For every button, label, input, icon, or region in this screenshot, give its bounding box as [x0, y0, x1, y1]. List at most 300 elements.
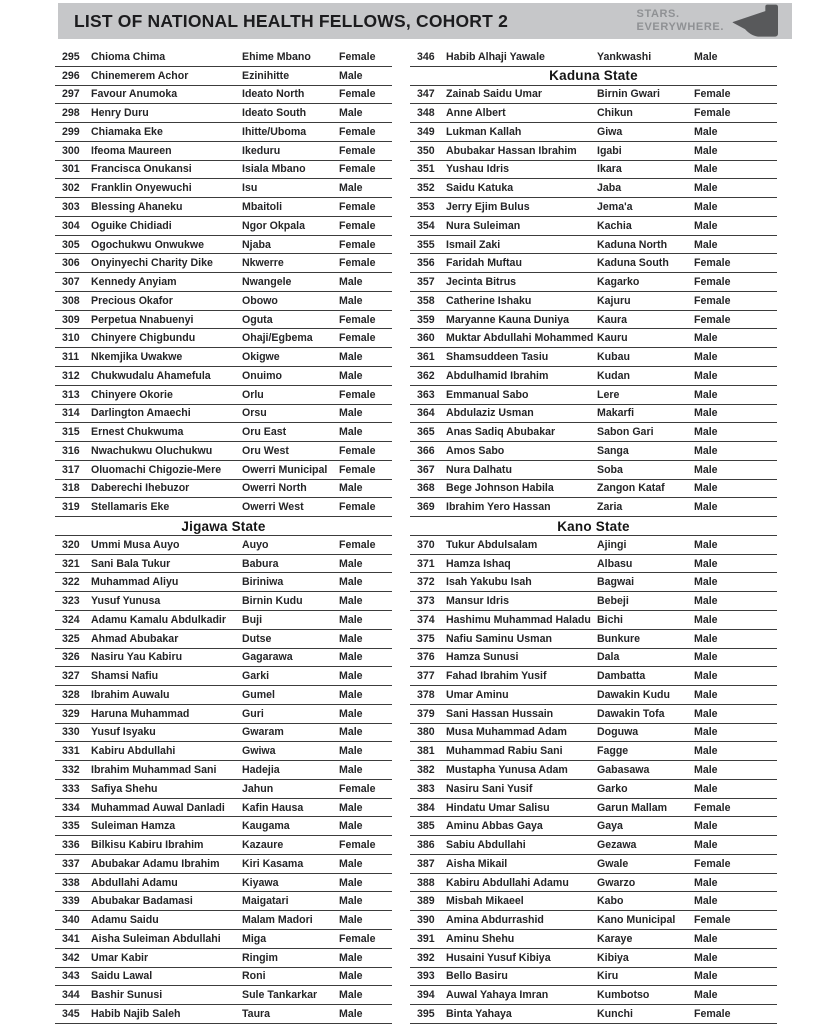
fellow-gender: Male	[694, 201, 718, 213]
fellow-lga: Gabasawa	[597, 763, 650, 776]
row-number: 354	[417, 219, 435, 232]
fellow-name: Habib Alhaji Yawale	[446, 50, 545, 63]
fellow-row	[55, 742, 392, 761]
fellow-lga: Gezawa	[597, 839, 637, 852]
fellow-lga: Giwa	[597, 125, 623, 138]
state-section-header	[410, 67, 777, 86]
fellow-gender: Male	[339, 595, 363, 608]
fellow-row	[55, 48, 392, 67]
fellow-gender: Female	[694, 801, 731, 814]
fellow-gender: Male	[694, 351, 718, 364]
fellow-gender: Female	[339, 463, 376, 476]
fellow-gender: Male	[694, 369, 718, 382]
fellow-row	[55, 329, 392, 348]
fellow-row	[55, 874, 392, 893]
fellow-lga: Zaria	[597, 501, 623, 514]
fellow-lga: Kagarko	[597, 276, 640, 289]
row-number: 322	[62, 576, 80, 589]
row-number: 338	[62, 876, 80, 889]
fellow-name: Shamsi Nafiu	[91, 670, 159, 683]
row-number: 370	[417, 538, 435, 551]
fellow-name: Yusuf Yunusa	[91, 595, 161, 608]
fellow-lga: Miga	[242, 932, 267, 945]
fellow-gender: Female	[339, 332, 376, 345]
row-number: 327	[62, 670, 80, 683]
row-number: 372	[417, 576, 435, 589]
fellow-lga: Dambatta	[597, 670, 646, 683]
fellow-row	[410, 630, 777, 649]
row-number: 349	[417, 125, 435, 138]
row-number: 353	[417, 201, 435, 213]
fellow-row	[55, 498, 392, 517]
row-number: 376	[417, 651, 435, 664]
fellow-name: Jerry Ejim Bulus	[446, 201, 530, 213]
fellow-gender: Male	[694, 557, 718, 570]
fellow-lga: Kauru	[597, 332, 628, 345]
fellow-row	[410, 892, 777, 911]
row-number: 331	[62, 745, 80, 758]
row-number: 346	[417, 50, 435, 63]
fellow-row	[55, 780, 392, 799]
fellow-gender: Male	[339, 876, 363, 889]
fellow-gender: Female	[339, 444, 376, 457]
fellow-gender: Male	[694, 407, 718, 420]
fellow-row	[55, 592, 392, 611]
fellow-row	[55, 799, 392, 818]
row-number: 384	[417, 801, 435, 814]
fellow-name: Ogochukwu Onwukwe	[91, 238, 205, 251]
fellow-lga: Kachia	[597, 219, 632, 232]
fellow-row	[410, 161, 777, 180]
fellow-row	[55, 86, 392, 105]
row-number: 388	[417, 876, 435, 889]
fellow-row	[55, 179, 392, 198]
fellow-gender: Female	[339, 313, 376, 326]
fellow-lga: Garko	[597, 782, 628, 795]
fellow-gender: Male	[694, 651, 718, 664]
row-number: 341	[62, 932, 80, 945]
fellow-lga: Dutse	[242, 632, 272, 645]
fellow-gender: Male	[339, 763, 363, 776]
fellow-gender: Male	[694, 632, 718, 645]
fellow-name: Perpetua Nnabuenyi	[91, 313, 194, 326]
table-column-left	[55, 48, 392, 1024]
row-number: 297	[62, 88, 80, 101]
fellow-name: Maryanne Kauna Duniya	[446, 313, 570, 326]
fellow-name: Abdulaziz Usman	[446, 407, 534, 420]
fellow-gender: Female	[339, 219, 376, 232]
row-number: 377	[417, 670, 435, 683]
state-name: Kaduna State	[549, 68, 638, 84]
fellow-row	[55, 405, 392, 424]
fellow-row	[55, 254, 392, 273]
fellow-lga: Isu	[242, 182, 258, 195]
fellow-row	[410, 179, 777, 198]
fellow-row	[55, 968, 392, 987]
fellow-name: Oguike Chidiadi	[91, 219, 172, 232]
fellow-gender: Male	[694, 782, 718, 795]
fellow-lga: Oru East	[242, 426, 287, 439]
fellow-name: Sani Hassan Hussain	[446, 707, 554, 720]
page-title: LIST OF NATIONAL HEALTH FELLOWS, COHORT 2	[74, 10, 509, 31]
fellow-lga: Kaura	[597, 313, 628, 326]
fellow-lga: Ideato South	[242, 107, 307, 120]
row-number: 347	[417, 88, 435, 101]
fellow-row	[410, 911, 777, 930]
fellow-gender: Male	[339, 557, 363, 570]
fellow-name: Kabiru Abdullahi Adamu	[446, 876, 569, 889]
fellow-row	[55, 649, 392, 668]
fellow-lga: Buji	[242, 613, 263, 626]
fellow-name: Nasiru Yau Kabiru	[91, 651, 183, 664]
fellow-lga: Obowo	[242, 294, 278, 307]
fellow-row	[55, 573, 392, 592]
fellow-lga: Kabo	[597, 895, 624, 908]
fellow-gender: Male	[694, 895, 718, 908]
fellow-name: Aminu Abbas Gaya	[446, 820, 543, 833]
fellow-lga: Oguta	[242, 313, 273, 326]
fellow-lga: Igabi	[597, 144, 622, 157]
fellow-lga: Kano Municipal	[597, 914, 676, 927]
fellow-lga: Gwale	[597, 857, 629, 870]
fellow-gender: Male	[694, 538, 718, 551]
fellow-name: Favour Anumoka	[91, 88, 178, 101]
row-number: 300	[62, 144, 80, 157]
fellow-gender: Male	[339, 745, 363, 758]
row-number: 318	[62, 482, 80, 495]
fellow-lga: Karaye	[597, 932, 633, 945]
fellow-gender: Male	[694, 163, 718, 176]
fellow-row	[410, 423, 777, 442]
fellow-lga: Kibiya	[597, 951, 629, 964]
fellow-row	[55, 836, 392, 855]
fellow-gender: Female	[694, 857, 731, 870]
stars-everywhere-logo-icon	[732, 4, 782, 38]
row-number: 360	[417, 332, 435, 345]
row-number: 366	[417, 444, 435, 457]
row-number: 328	[62, 688, 80, 701]
fellow-row	[410, 930, 777, 949]
fellow-gender: Male	[339, 970, 363, 983]
fellow-name: Safiya Shehu	[91, 782, 158, 795]
fellow-gender: Male	[694, 463, 718, 476]
row-number: 351	[417, 163, 435, 176]
fellow-gender: Male	[339, 613, 363, 626]
fellow-gender: Male	[694, 876, 718, 889]
fellow-lga: Kafin Hausa	[242, 801, 304, 814]
fellow-name: Abubakar Hassan Ibrahim	[446, 144, 577, 157]
fellow-name: Adamu Saidu	[91, 914, 159, 927]
fellow-lga: Ohaji/Egbema	[242, 332, 313, 345]
fellow-name: Franklin Onyewuchi	[91, 182, 192, 195]
fellow-row	[55, 161, 392, 180]
state-section-header	[55, 517, 392, 536]
row-number: 308	[62, 294, 80, 307]
fellow-row	[55, 761, 392, 780]
fellow-name: Onyinyechi Charity Dike	[91, 257, 213, 270]
row-number: 326	[62, 651, 80, 664]
row-number: 395	[417, 1007, 435, 1020]
fellow-lga: Njaba	[242, 238, 271, 251]
fellow-name: Binta Yahaya	[446, 1007, 512, 1020]
fellow-row	[410, 874, 777, 893]
fellow-gender: Male	[694, 501, 718, 514]
row-number: 350	[417, 144, 435, 157]
fellow-lga: Ngor Okpala	[242, 219, 305, 232]
fellow-name: Abubakar Adamu Ibrahim	[91, 857, 220, 870]
fellow-name: Husaini Yusuf Kibiya	[446, 951, 551, 964]
fellow-lga: Yankwashi	[597, 50, 652, 63]
fellow-gender: Male	[339, 369, 363, 382]
fellow-row	[410, 761, 777, 780]
row-number: 375	[417, 632, 435, 645]
row-number: 343	[62, 970, 80, 983]
fellow-lga: Kiri Kasama	[242, 857, 304, 870]
fellow-name: Bege Johnson Habila	[446, 482, 554, 495]
fellow-name: Aisha Suleiman Abdullahi	[91, 932, 221, 945]
fellow-name: Aminu Shehu	[446, 932, 515, 945]
fellow-row	[55, 930, 392, 949]
row-number: 363	[417, 388, 435, 401]
fellow-lga: Dawakin Kudu	[597, 688, 670, 701]
row-number: 367	[417, 463, 435, 476]
fellow-row	[410, 48, 777, 67]
fellow-gender: Male	[339, 1007, 363, 1020]
row-number: 386	[417, 839, 435, 852]
fellow-name: Sabiu Abdullahi	[446, 839, 526, 852]
fellow-row	[410, 817, 777, 836]
fellow-row	[410, 217, 777, 236]
fellow-gender: Male	[339, 294, 363, 307]
fellow-name: Bello Basiru	[446, 970, 508, 983]
fellow-name: Aisha Mikail	[446, 857, 508, 870]
fellow-gender: Male	[339, 407, 363, 420]
fellow-gender: Male	[694, 576, 718, 589]
fellow-row	[55, 705, 392, 724]
fellow-row	[55, 236, 392, 255]
fellow-row	[410, 461, 777, 480]
fellow-row	[55, 480, 392, 499]
fellow-name: Kabiru Abdullahi	[91, 745, 176, 758]
fellow-gender: Male	[694, 613, 718, 626]
fellow-gender: Female	[694, 88, 731, 101]
fellow-gender: Male	[339, 914, 363, 927]
fellow-row	[55, 949, 392, 968]
fellow-name: Nafiu Saminu Usman	[446, 632, 552, 645]
row-number: 382	[417, 763, 435, 776]
fellow-row	[410, 329, 777, 348]
table-column-right	[410, 48, 777, 1024]
fellow-name: Stellamaris Eke	[91, 501, 170, 514]
fellow-lga: Bichi	[597, 613, 623, 626]
row-number: 312	[62, 369, 80, 382]
fellow-row	[410, 649, 777, 668]
fellow-name: Mansur Idris	[446, 595, 509, 608]
fellow-name: Shamsuddeen Tasiu	[446, 351, 549, 364]
fellow-gender: Male	[694, 932, 718, 945]
fellow-gender: Male	[339, 69, 363, 82]
fellow-lga: Mbaitoli	[242, 201, 283, 213]
fellow-row	[410, 836, 777, 855]
fellow-name: Lukman Kallah	[446, 125, 522, 138]
fellow-lga: Jaba	[597, 182, 622, 195]
fellow-name: Muhammad Aliyu	[91, 576, 179, 589]
fellow-row	[55, 986, 392, 1005]
fellow-name: Misbah Mikaeel	[446, 895, 524, 908]
fellow-lga: Bebeji	[597, 595, 629, 608]
fellow-name: Umar Kabir	[91, 951, 149, 964]
row-number: 296	[62, 69, 80, 82]
row-number: 352	[417, 182, 435, 195]
fellow-row	[410, 442, 777, 461]
fellow-name: Francisca Onukansi	[91, 163, 192, 176]
fellow-row	[410, 1005, 777, 1024]
row-number: 357	[417, 276, 435, 289]
row-number: 359	[417, 313, 435, 326]
fellow-lga: Ikeduru	[242, 144, 281, 157]
row-number: 310	[62, 332, 80, 345]
fellow-name: Amos Sabo	[446, 444, 505, 457]
fellow-name: Nura Dalhatu	[446, 463, 512, 476]
fellow-row	[410, 348, 777, 367]
fellow-gender: Male	[694, 332, 718, 345]
fellow-gender: Female	[694, 257, 731, 270]
fellow-lga: Gagarawa	[242, 651, 293, 664]
fellow-lga: Ehime Mbano	[242, 50, 311, 63]
fellow-name: Adamu Kamalu Abdulkadir	[91, 613, 226, 626]
fellow-lga: Garun Mallam	[597, 801, 668, 814]
fellow-lga: Ringim	[242, 951, 278, 964]
fellow-row	[55, 142, 392, 161]
row-number: 378	[417, 688, 435, 701]
row-number: 368	[417, 482, 435, 495]
row-number: 305	[62, 238, 80, 251]
fellow-row	[55, 855, 392, 874]
fellow-gender: Male	[694, 426, 718, 439]
fellow-name: Sani Bala Tukur	[91, 557, 171, 570]
fellow-row	[410, 611, 777, 630]
fellow-lga: Nkwerre	[242, 257, 284, 270]
fellow-row	[55, 667, 392, 686]
row-number: 369	[417, 501, 435, 514]
fellow-name: Habib Najib Saleh	[91, 1007, 181, 1020]
fellow-row	[55, 442, 392, 461]
fellow-row	[55, 367, 392, 386]
fellow-gender: Female	[339, 144, 376, 157]
fellow-lga: Kunchi	[597, 1007, 633, 1020]
row-number: 383	[417, 782, 435, 795]
fellow-lga: Gwiwa	[242, 745, 276, 758]
fellow-lga: Ajingi	[597, 538, 627, 551]
fellows-table	[55, 48, 777, 1024]
fellow-name: Blessing Ahaneku	[91, 201, 183, 213]
fellow-row	[55, 123, 392, 142]
fellow-name: Muhammad Auwal Danladi	[91, 801, 225, 814]
fellow-lga: Maigatari	[242, 895, 289, 908]
fellow-gender: Male	[339, 801, 363, 814]
fellow-lga: Garki	[242, 670, 270, 683]
fellow-gender: Male	[694, 595, 718, 608]
fellow-gender: Male	[694, 951, 718, 964]
fellow-name: Umar Aminu	[446, 688, 509, 701]
fellow-gender: Male	[339, 182, 363, 195]
fellow-lga: Kaduna South	[597, 257, 669, 270]
fellow-gender: Female	[694, 914, 731, 927]
fellow-row	[410, 667, 777, 686]
row-number: 333	[62, 782, 80, 795]
fellow-name: Abubakar Badamasi	[91, 895, 193, 908]
fellow-gender: Male	[339, 651, 363, 664]
fellow-row	[55, 104, 392, 123]
fellow-gender: Male	[694, 444, 718, 457]
fellow-row	[410, 855, 777, 874]
fellow-lga: Kudan	[597, 369, 630, 382]
fellow-gender: Male	[694, 820, 718, 833]
fellow-lga: Soba	[597, 463, 623, 476]
fellow-name: Kennedy Anyiam	[91, 276, 177, 289]
row-number: 298	[62, 107, 80, 120]
fellow-gender: Female	[339, 201, 376, 213]
row-number: 365	[417, 426, 435, 439]
row-number: 330	[62, 726, 80, 739]
fellow-lga: Kiru	[597, 970, 619, 983]
fellow-gender: Male	[694, 238, 718, 251]
fellow-row	[410, 198, 777, 217]
fellow-gender: Male	[339, 707, 363, 720]
fellow-gender: Female	[339, 50, 376, 63]
fellow-lga: Sanga	[597, 444, 629, 457]
row-number: 342	[62, 951, 80, 964]
row-number: 394	[417, 989, 435, 1002]
fellow-row	[410, 573, 777, 592]
fellow-row	[410, 86, 777, 105]
row-number: 348	[417, 107, 435, 120]
fellow-row	[55, 724, 392, 743]
fellow-lga: Bagwai	[597, 576, 635, 589]
fellow-row	[410, 236, 777, 255]
fellow-name: Ibrahim Auwalu	[91, 688, 170, 701]
fellow-name: Chinyere Chigbundu	[91, 332, 196, 345]
fellow-gender: Male	[694, 482, 718, 495]
row-number: 329	[62, 707, 80, 720]
fellow-name: Anne Albert	[446, 107, 506, 120]
fellow-gender: Male	[694, 839, 718, 852]
fellow-name: Fahad Ibrahim Yusif	[446, 670, 547, 683]
fellow-gender: Female	[339, 932, 376, 945]
fellow-row	[55, 555, 392, 574]
brand-line2: EVERYWHERE.	[636, 21, 724, 33]
fellow-row	[410, 142, 777, 161]
fellow-lga: Jahun	[242, 782, 274, 795]
fellow-row	[410, 592, 777, 611]
fellow-gender: Male	[694, 219, 718, 232]
fellow-gender: Male	[339, 482, 363, 495]
fellow-row	[410, 367, 777, 386]
fellow-name: Isah Yakubu Isah	[446, 576, 532, 589]
fellow-name: Muhammad Rabiu Sani	[446, 745, 563, 758]
fellow-lga: Kaugama	[242, 820, 290, 833]
fellow-gender: Female	[694, 313, 731, 326]
row-number: 317	[62, 463, 80, 476]
fellow-gender: Female	[339, 501, 376, 514]
fellow-gender: Male	[339, 670, 363, 683]
row-number: 337	[62, 857, 80, 870]
fellow-row	[410, 292, 777, 311]
row-number: 303	[62, 201, 80, 213]
row-number: 315	[62, 426, 80, 439]
fellow-name: Ismail Zaki	[446, 238, 501, 251]
header-bar	[58, 3, 792, 39]
